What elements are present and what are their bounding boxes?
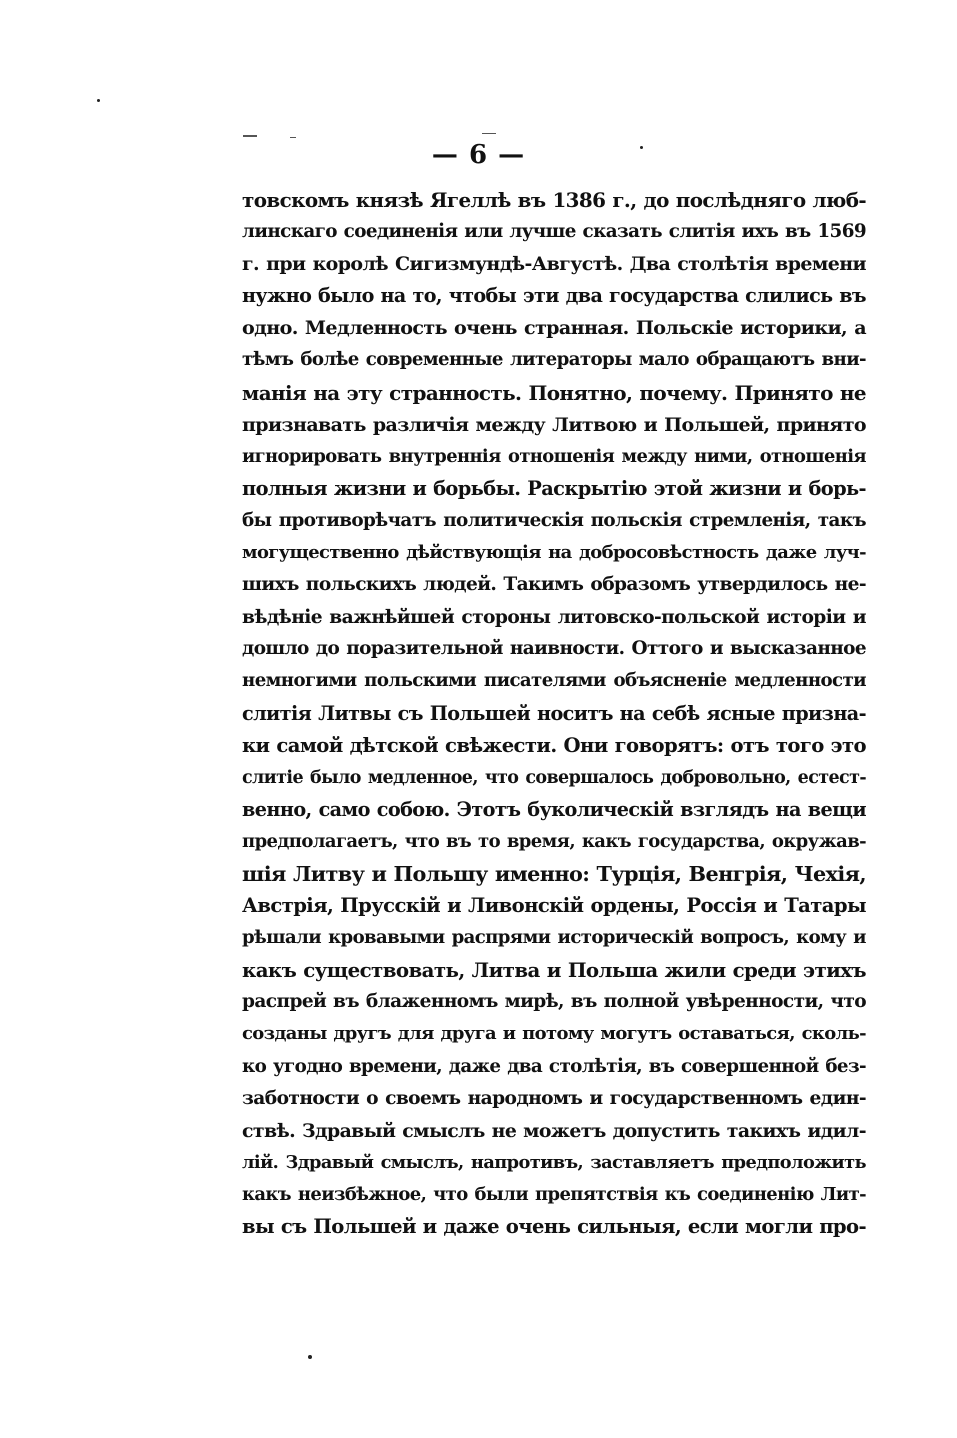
text-line: шія Литву и Польшу именно: Турція, Венгрія, Чехія, <box>242 860 866 886</box>
text-line: могущественно дѣйствующія на добросовѣстность даже луч- <box>242 542 866 564</box>
text-line: какъ существовать, Литва и Польша жили среди этихъ <box>242 958 866 983</box>
text-line: распрей въ блаженномъ мирѣ, въ полной увѣренности, что <box>242 991 866 1013</box>
text-line: шихъ польскихъ людей. Такимъ образомъ утвердилось не- <box>242 574 866 596</box>
text-line: манія на эту странность. Понятно, почему. Принято не <box>242 380 866 405</box>
text-line: Австрія, Прусскій и Ливонскій ордены, Россія и Татары <box>242 894 866 918</box>
text-line: немногими польскими писателями объясненіе медленности <box>242 670 866 692</box>
text-line: венно, само собою. Этотъ буколическій взглядъ на вещи <box>242 797 866 821</box>
text-line: созданы другъ для друга и потому могутъ оставаться, сколь- <box>242 1023 866 1045</box>
text-line: вѣдѣніе важнѣйшей стороны литовско-польской исторіи и <box>242 606 866 629</box>
margin-mark <box>243 135 257 137</box>
text-line: ко угодно времени, даже два столѣтія, въ совершенной без- <box>242 1055 866 1077</box>
page-number: — 6 — <box>431 140 526 170</box>
text-line: заботности о своемъ народномъ и государственномъ един- <box>242 1087 866 1109</box>
text-line: вы съ Польшей и даже очень сильныя, если могли про- <box>242 1215 866 1238</box>
text-line: ки самой дѣтской свѣжести. Они говорятъ: отъ того это <box>242 733 866 757</box>
text-line: предполагаетъ, что въ то время, какъ государства, окружав- <box>242 830 866 852</box>
text-line: бы противорѣчатъ политическія польскія стремленія, такъ <box>242 509 866 531</box>
margin-mark <box>482 133 496 134</box>
text-line: слитія Литвы съ Польшей носитъ на себѣ ясные призна- <box>242 701 866 725</box>
body-text <box>242 184 866 1243</box>
text-line: одно. Медленность очень странная. Польскіе историки, а <box>242 316 866 340</box>
text-line: какъ неизбѣжное, что были препятствія къ соединенію Лит- <box>242 1183 866 1205</box>
margin-mark <box>290 137 296 138</box>
text-line: дошло до поразительной наивности. Оттого и высказанное <box>242 638 866 660</box>
text-line: признавать различія между Литвою и Польшей, принято <box>242 413 866 436</box>
text-line: лій. Здравый смыслъ, напротивъ, заставляетъ предположить <box>242 1151 866 1173</box>
text-line: игнорировать внутреннія отношенія между ними, отношенія <box>242 445 866 467</box>
text-line: ствѣ. Здравый смыслъ не можетъ допустить такихъ идил- <box>242 1119 866 1142</box>
text-line: слитіе было медленное, что совершалось добровольно, естест- <box>242 767 866 788</box>
text-line: полныя жизни и борьбы. Раскрытію этой жизни и борь- <box>242 476 866 500</box>
margin-speck <box>308 1355 312 1359</box>
text-line: линскаго соединенія или лучше сказать слитія ихъ въ 1569 <box>242 221 866 243</box>
text-line: товскомъ князѣ Ягеллѣ въ 1386 г., до послѣдняго люб- <box>242 188 866 212</box>
text-line: г. при королѣ Сигизмундѣ-Августѣ. Два столѣтія времени <box>242 253 866 276</box>
text-line: тѣмъ болѣе современные литераторы мало обращаютъ вни- <box>242 349 866 371</box>
text-line: рѣшали кровавыми распрями историческій вопросъ, кому и <box>242 927 866 949</box>
text-line: нужно было на то, чтобы эти два государства слились въ <box>242 284 866 308</box>
margin-speck <box>97 99 100 102</box>
